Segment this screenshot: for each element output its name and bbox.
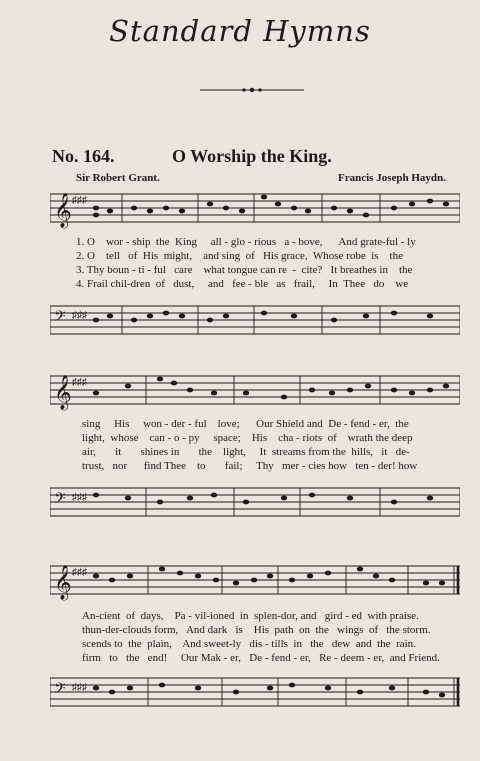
svg-text:♯♯♯: ♯♯♯ xyxy=(72,195,87,206)
bass-staff-3 xyxy=(50,668,460,714)
hymn-title: O Worship the King. xyxy=(172,146,332,166)
lyric-line: sing His won - der - ful love; Our Shield and De - fend - er, the xyxy=(82,418,409,430)
treble-staff-1 xyxy=(50,186,460,232)
svg-text:𝄞: 𝄞 xyxy=(54,375,72,410)
svg-text:♯♯♯: ♯♯♯ xyxy=(72,682,87,693)
svg-text:♯♯♯: ♯♯♯ xyxy=(72,310,87,321)
treble-staff-2 xyxy=(50,368,460,414)
svg-text:♯♯♯: ♯♯♯ xyxy=(72,377,87,388)
bass-staff-2 xyxy=(50,478,460,524)
lyric-line: air, it shines in the light, It streams from the hills, it de- xyxy=(82,446,410,458)
hymn-number: No. 164. xyxy=(52,146,115,166)
lyric-line: 2. O tell of His might, and sing of His grace, Whose robe is the xyxy=(76,250,403,262)
lyric-line: trust, nor find Thee to fail; Thy mer - cies how ten - der! how xyxy=(82,460,418,472)
lyric-line: 3. Thy boun - ti - ful care what tongue can re - cite? It breathes in the xyxy=(76,264,413,276)
lyric-line: scends to the plain, And sweet-ly dis - tills in the dew and the rain. xyxy=(82,638,416,650)
svg-text:♯♯♯: ♯♯♯ xyxy=(72,567,87,578)
lyric-line: 4. Frail chil-dren of dust, and fee - ble as frail, In Thee do we xyxy=(76,278,409,290)
lyric-line: firm to the end! Our Mak - er, De - fend - er, Re - deem - er, and Friend. xyxy=(82,652,440,664)
svg-text:𝄞: 𝄞 xyxy=(54,193,72,228)
lyric-line: light, whose can - o - py space; His cha - riots of wrath the deep xyxy=(82,432,413,444)
bass-staff-1 xyxy=(50,296,460,342)
page-title: Standard Hymns xyxy=(109,14,371,48)
hymn-composer: Francis Joseph Haydn. xyxy=(338,172,446,184)
svg-text:𝄢: 𝄢 xyxy=(54,680,66,701)
lyric-line: An-cient of days, Pa - vil-ioned in splen-dor, and gird - ed with praise. xyxy=(82,610,419,622)
svg-text:♯♯♯: ♯♯♯ xyxy=(72,492,87,503)
svg-text:𝄞: 𝄞 xyxy=(54,565,72,600)
hymn-author: Sir Robert Grant. xyxy=(76,172,160,184)
treble-staff-3 xyxy=(50,558,460,604)
ornament-divider xyxy=(200,84,304,96)
svg-text:𝄢: 𝄢 xyxy=(54,490,66,511)
lyric-line: thun-der-clouds form, And dark is His path on the wings of the storm. xyxy=(82,624,431,636)
svg-text:𝄢: 𝄢 xyxy=(54,308,66,329)
lyric-line: 1. O wor - ship the King all - glo - rious a - bove, And grate-ful - ly xyxy=(76,236,416,248)
